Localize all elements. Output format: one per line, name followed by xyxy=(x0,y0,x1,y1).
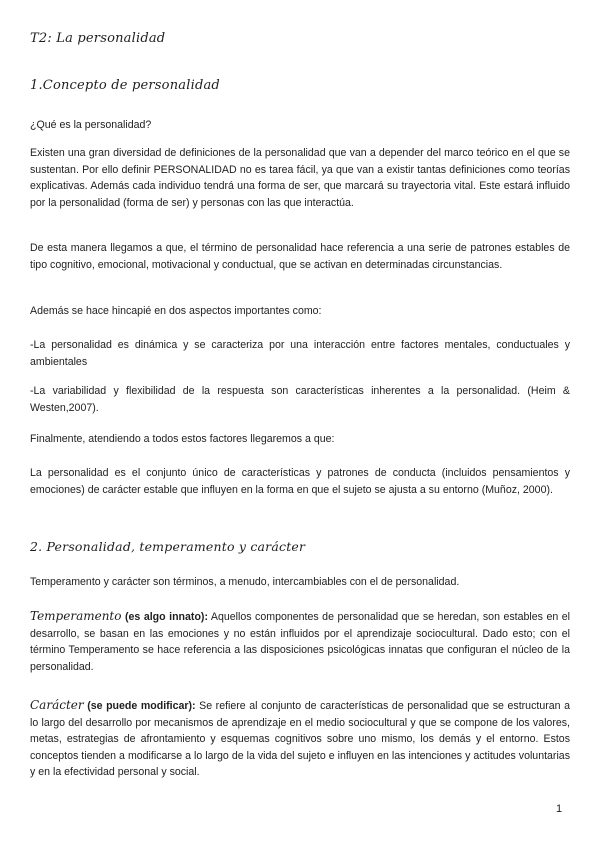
section-heading-1: 1.Concepto de personalidad xyxy=(30,78,220,93)
term-temperamento: Temperamento xyxy=(30,609,122,623)
page-number: 1 xyxy=(556,803,563,815)
note-caracter: (se puede modificar): xyxy=(87,700,196,712)
paragraph-aspects-intro: Además se hace hincapié en dos aspectos importantes como: xyxy=(30,305,322,317)
question-paragraph: ¿Qué es la personalidad? xyxy=(30,119,152,131)
paragraph-interchangeable: Temperamento y carácter son términos, a menudo, intercambiables con el de personalidad. xyxy=(30,576,460,588)
section-heading-2: 2. Personalidad, temperamento y carácter xyxy=(30,539,306,554)
paragraph-aspect-dynamic: -La personalidad es dinámica y se caracteriza por una interacción entre factores mentales, conductuales y ambientales xyxy=(30,339,570,368)
text-caracter: Se refiere al conjunto de características de personalidad que se estructuran a lo largo del desarrollo por mecanismos de aprendizaje en el medio sociocultural y que se compone de los valores, metas, estrategias de afrontamiento y esquemas cognitivos sobre uno mismo, los demás y el entorno. Estos conceptos tienden a modificarse a lo largo de la vida del sujeto e influyen en las intenciones y actitudes voluntarias y en la efectividad personal y social. xyxy=(30,700,570,778)
document-title: T2: La personalidad xyxy=(30,31,166,46)
paragraph-caracter xyxy=(30,697,570,781)
paragraph-finally: Finalmente, atendiendo a todos estos factores llegaremos a que: xyxy=(30,433,335,445)
paragraph-definitions: Existen una gran diversidad de definiciones de la personalidad que van a depender del marco teórico en el que se sustentan. Por ello definir PERSONALIDAD no es tarea fácil, ya que van a existir tantas definiciones como teorías explicativas. Además cada individuo tendrá una forma de ser, que marcará su trayectoria vital. Este estará influido por la personalidad (forma de ser) y personas con las que interactúa. xyxy=(30,147,570,209)
note-temperamento: (es algo innato): xyxy=(125,611,208,623)
paragraph-aspect-variability: -La variabilidad y flexibilidad de la respuesta son características inherentes a la personalidad. (Heim & Westen,2007). xyxy=(30,385,570,414)
paragraph-temperamento xyxy=(30,608,570,675)
text-temperamento: Aquellos componentes de personalidad que se heredan, son estables en el desarrollo, se basan en las emociones y no están influidos por el aprendizaje sociocultural. Dado esto; con el término Temperamento se hace referencia a las disposiciones psicológicas innatas que configuran el núcleo de la personalidad. xyxy=(30,611,571,673)
term-caracter: Carácter xyxy=(30,698,84,712)
paragraph-definition-final: La personalidad es el conjunto único de características y patrones de conducta (incluidos pensamientos y emociones) de carácter estable que influyen en la forma en que el sujeto se ajusta a su entorno (Muñoz, 2000). xyxy=(30,467,570,496)
paragraph-patterns: De esta manera llegamos a que, el término de personalidad hace referencia a una serie de patrones estables de tipo cognitivo, emocional, motivacional y conductual, que se activan en determinadas circunstancias. xyxy=(30,242,570,271)
